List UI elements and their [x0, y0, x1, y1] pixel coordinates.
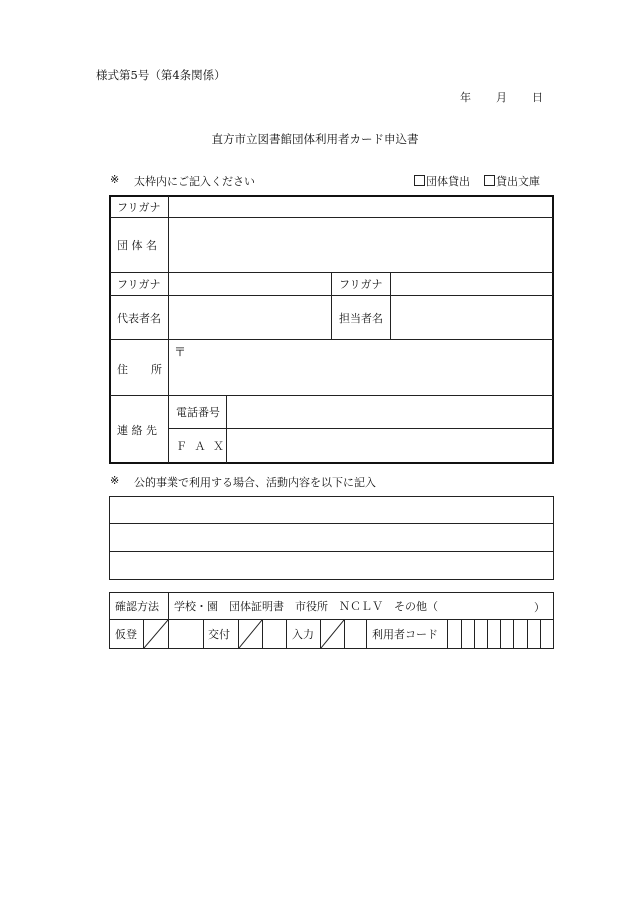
- address-label-second: 所: [151, 363, 162, 376]
- activity-line-2[interactable]: [112, 525, 552, 550]
- rep-name-field[interactable]: [169, 296, 331, 339]
- phone-label: 電話番号: [176, 406, 220, 419]
- temp-registration-label: 仮登: [115, 628, 137, 641]
- fax-field[interactable]: [227, 429, 553, 463]
- phone-field[interactable]: [227, 396, 553, 428]
- contact-name-label: 担当者名: [339, 311, 383, 325]
- activity-line-3[interactable]: [112, 553, 552, 578]
- activity-note-text: 公的事業で利用する場合、活動内容を以下に記入: [134, 476, 376, 489]
- temp-registration-slash: [144, 620, 168, 648]
- activity-note-mark: ※: [110, 474, 120, 487]
- user-code-field[interactable]: [448, 621, 553, 647]
- verify-method-close: ）: [534, 601, 545, 614]
- contact-furigana-label: フリガナ: [339, 278, 383, 291]
- group-lending-label: 団体貸出: [426, 175, 470, 188]
- form-number: 様式第5号（第4条関係）: [96, 68, 226, 82]
- input-label: 入力: [292, 628, 314, 641]
- temp-registration-field[interactable]: [169, 621, 203, 647]
- issued-field[interactable]: [263, 621, 286, 647]
- rep-furigana-label: フリガナ: [117, 278, 161, 291]
- activity-line-1[interactable]: [112, 498, 552, 522]
- contact-name-field[interactable]: [391, 296, 553, 339]
- lending-library-label: 貸出文庫: [496, 175, 540, 188]
- group-name-label: 団 体 名: [117, 239, 157, 252]
- verify-method-label: 確認方法: [115, 600, 159, 613]
- issued-label: 交付: [208, 628, 230, 641]
- address-field[interactable]: [186, 340, 553, 395]
- contact-label: 連 絡 先: [117, 423, 157, 437]
- verify-method-options: 学校・園 団体証明書 市役所 ＮＣＬＶ その他（: [174, 600, 438, 613]
- group-lending-checkbox[interactable]: [414, 175, 425, 186]
- instruction-text: 太枠内にご記入ください: [134, 175, 255, 188]
- issued-slash: [239, 620, 262, 648]
- date-year-label: 年: [460, 91, 471, 104]
- lending-library-checkbox[interactable]: [484, 175, 495, 186]
- input-field[interactable]: [345, 621, 366, 647]
- date-day-label: 日: [532, 91, 543, 104]
- group-name-field[interactable]: [169, 218, 553, 272]
- address-label-first: 住: [117, 363, 128, 376]
- date-month-label: 月: [496, 91, 507, 104]
- user-code-label: 利用者コード: [372, 628, 438, 641]
- contact-furigana-field[interactable]: [391, 273, 553, 295]
- group-furigana-field[interactable]: [169, 197, 553, 217]
- postal-mark: 〒: [174, 345, 187, 359]
- page-title: 直方市立図書館団体利用者カード申込書: [211, 132, 419, 146]
- rep-furigana-field[interactable]: [169, 273, 331, 295]
- input-slash: [321, 620, 344, 648]
- rep-name-label: 代表者名: [117, 311, 161, 325]
- group-lending-option[interactable]: [414, 173, 470, 189]
- note-mark: ※: [110, 173, 120, 186]
- lending-library-option[interactable]: [484, 173, 540, 189]
- furigana-label: フリガナ: [117, 201, 161, 214]
- fax-label: Ｆ Ａ Ｘ: [176, 440, 226, 453]
